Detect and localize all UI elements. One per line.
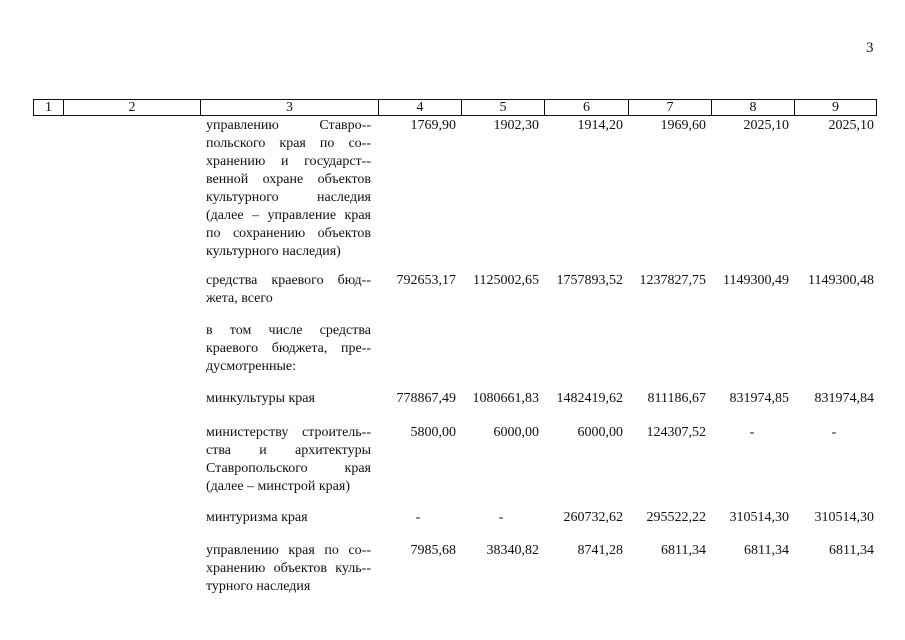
value-col-5: 1125002,65 bbox=[473, 273, 539, 288]
value-col-9: 310514,30 bbox=[814, 510, 874, 525]
row-description: управлению Ставро-польского края по со-хранению и государст-венной охране объектов культурного наследия (далее – управление края по сохранению объектов культурного наследия) bbox=[206, 118, 371, 259]
value-col-7: 295522,22 bbox=[646, 510, 706, 525]
value-col-7: 124307,52 bbox=[646, 425, 706, 440]
row-description: министерству строитель-ства и архитектуры Ставропольского края (далее – минстрой края) bbox=[206, 425, 371, 494]
value-col-9: 1149300,48 bbox=[808, 273, 874, 288]
row-description: минкультуры края bbox=[206, 391, 315, 406]
value-col-4: 7985,68 bbox=[410, 543, 456, 558]
value-col-6: 260732,62 bbox=[563, 510, 623, 525]
value-col-4: 778867,49 bbox=[396, 391, 456, 406]
value-col-9: - bbox=[831, 425, 837, 440]
value-col-8: 310514,30 bbox=[729, 510, 789, 525]
value-col-4: - bbox=[415, 510, 421, 525]
value-col-7: 1237827,75 bbox=[639, 273, 706, 288]
row-description: средства краевого бюд-жета, всего bbox=[206, 273, 371, 306]
column-number-header bbox=[33, 99, 877, 116]
value-col-9: 6811,34 bbox=[829, 543, 874, 558]
header-col-9: 9 bbox=[795, 100, 877, 116]
value-col-8: 1149300,49 bbox=[723, 273, 789, 288]
value-col-6: 1914,20 bbox=[577, 118, 623, 133]
value-col-4: 792653,17 bbox=[396, 273, 456, 288]
header-col-7: 7 bbox=[629, 100, 712, 116]
value-col-7: 6811,34 bbox=[661, 543, 706, 558]
header-col-6: 6 bbox=[545, 100, 629, 116]
value-col-8: 2025,10 bbox=[743, 118, 789, 133]
value-col-5: 38340,82 bbox=[486, 543, 539, 558]
value-col-9: 831974,84 bbox=[814, 391, 874, 406]
header-col-5: 5 bbox=[462, 100, 545, 116]
value-col-5: 6000,00 bbox=[493, 425, 539, 440]
row-description: минтуризма края bbox=[206, 510, 308, 525]
value-col-5: 1080661,83 bbox=[472, 391, 539, 406]
value-col-6: 6000,00 bbox=[577, 425, 623, 440]
value-col-5: - bbox=[498, 510, 504, 525]
value-col-5: 1902,30 bbox=[493, 118, 539, 133]
value-col-8: 6811,34 bbox=[744, 543, 789, 558]
header-col-3: 3 bbox=[201, 100, 379, 116]
row-description: в том числе средства краевого бюджета, пре-дусмотренные: bbox=[206, 323, 371, 374]
value-col-4: 5800,00 bbox=[410, 425, 456, 440]
value-col-6: 1757893,52 bbox=[556, 273, 623, 288]
page-number: 3 bbox=[866, 40, 874, 56]
value-col-7: 811186,67 bbox=[647, 391, 706, 406]
value-col-6: 8741,28 bbox=[577, 543, 623, 558]
value-col-7: 1969,60 bbox=[660, 118, 706, 133]
value-col-6: 1482419,62 bbox=[556, 391, 623, 406]
header-col-4: 4 bbox=[379, 100, 462, 116]
value-col-8: 831974,85 bbox=[729, 391, 789, 406]
header-col-1: 1 bbox=[34, 100, 64, 116]
header-col-8: 8 bbox=[712, 100, 795, 116]
header-col-2: 2 bbox=[64, 100, 201, 116]
value-col-8: - bbox=[749, 425, 755, 440]
value-col-4: 1769,90 bbox=[410, 118, 456, 133]
row-description: управлению края по со-хранению объектов куль-турного наследия bbox=[206, 543, 371, 594]
value-col-9: 2025,10 bbox=[828, 118, 874, 133]
